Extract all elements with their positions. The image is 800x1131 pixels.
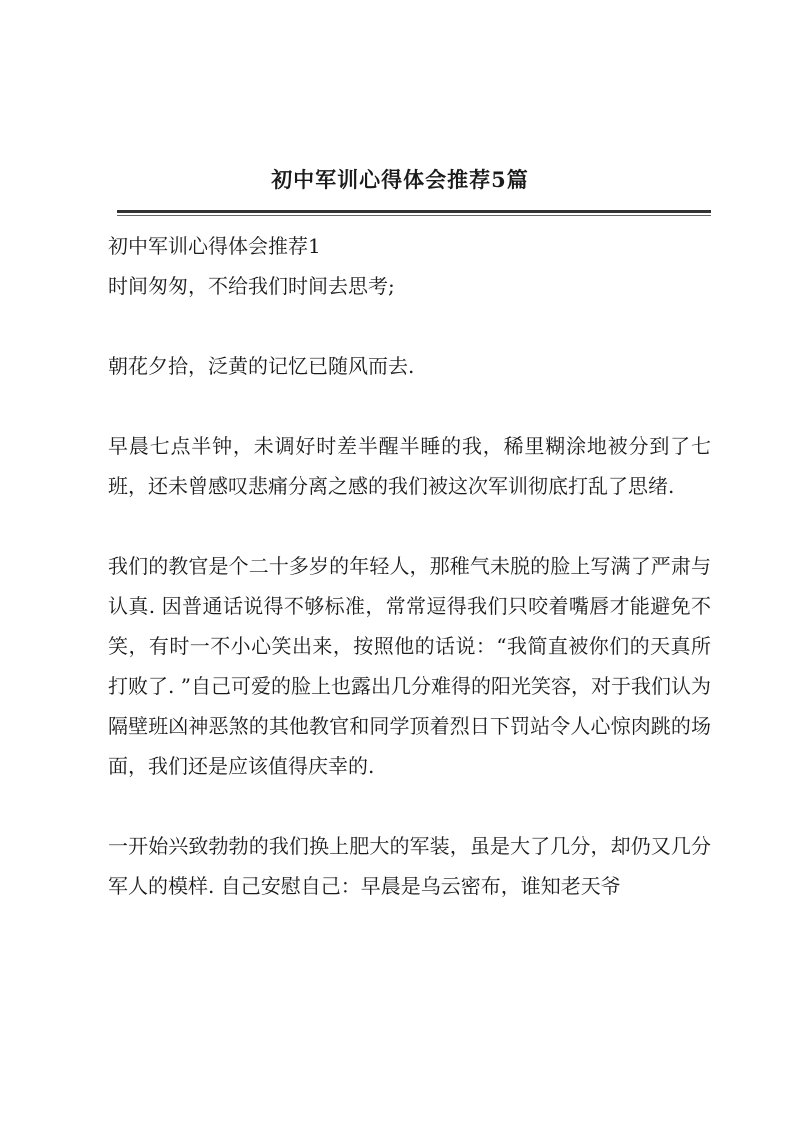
paragraph-1: 时间匆匆，不给我们时间去思考; [108, 274, 395, 298]
paragraph-spacer [108, 506, 711, 546]
paragraph-spacer [108, 386, 711, 426]
paragraph-4: 我们的教官是个二十多岁的年轻人，那稚气未脱的脸上写满了严肃与认真. 因普通话说得不够标准，常常逗得我们只咬着嘴唇才能避免不笑，有时一不小心笑出来，按照他的话说：“我简直被你们的天真所打败了. ”自己可爱的脸上也露出几分难得的阳光笑容，对于我们认为隔壁班凶神恶煞的其他教官和同学顶着烈日下罚站令人心惊肉跳的场面，我们还是应该值得庆幸的. [108, 554, 711, 778]
section-heading: 初中军训心得体会推荐1 [108, 234, 321, 258]
title-divider-thick [117, 210, 711, 213]
document-body [108, 226, 711, 906]
paragraph-5: 一开始兴致勃勃的我们换上肥大的军装，虽是大了几分，却仍又几分军人的模样. 自己安慰自己：早晨是乌云密布，谁知老天爷 [108, 834, 711, 898]
paragraph-spacer [108, 786, 711, 826]
title-divider-thin [117, 215, 711, 216]
document-title: 初中军训心得体会推荐5篇 [271, 167, 529, 192]
paragraph-2: 朝花夕拾，泛黄的记忆已随风而去. [108, 354, 415, 378]
paragraph-3: 早晨七点半钟，未调好时差半醒半睡的我，稀里糊涂地被分到了七班，还未曾感叹悲痛分离之感的我们被这次军训彻底打乱了思绪. [108, 434, 711, 498]
paragraph-spacer [108, 306, 711, 346]
